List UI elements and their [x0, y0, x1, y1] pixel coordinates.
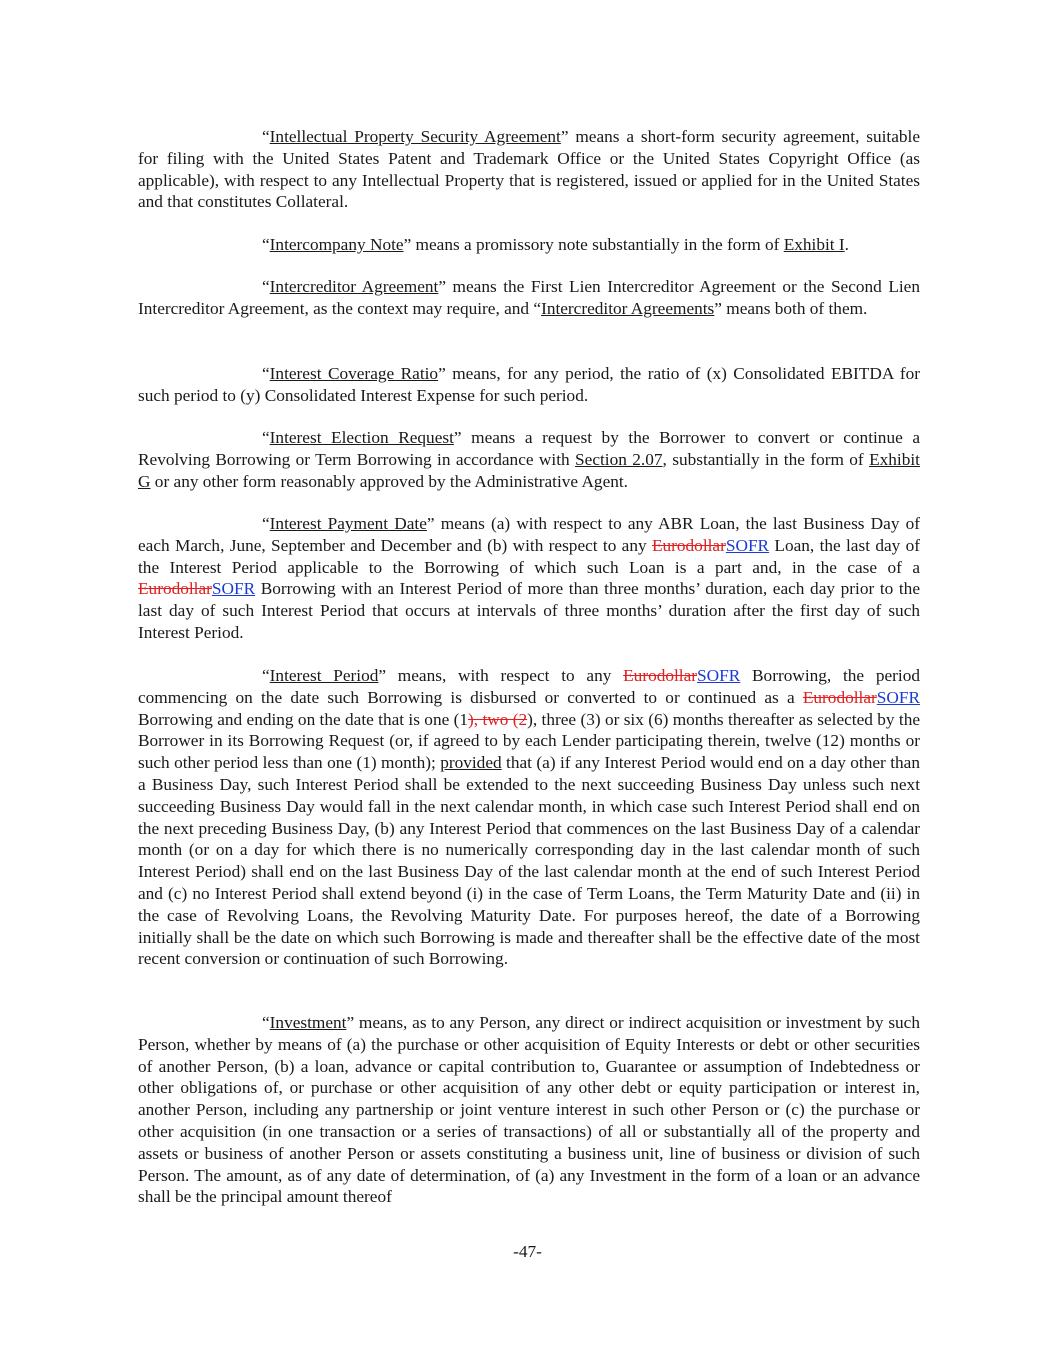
text-run: ” means both of them. — [714, 298, 868, 318]
text-run: Borrowing with an Interest Period of more than three months’ duration, each day prior to the last day of such Interest Period that occurs at intervals of three months’ duration after the first day of such Interest Period. — [138, 579, 920, 642]
definition-intercompany-note — [138, 234, 920, 256]
text-run: ” means the First Lien Intercreditor Agreement or the Second Lien Intercreditor Agreement, as the context may require, and “ — [138, 277, 920, 318]
definition-interest-payment-date — [138, 513, 920, 644]
defined-term: Intellectual Property Security Agreement — [269, 127, 561, 146]
inserted-text: SOFR — [725, 535, 770, 555]
text-run: “ — [262, 1013, 270, 1032]
defined-term: provided — [440, 753, 502, 773]
text-run: ” means, for any period, the ratio of (x) Consolidated EBITDA for such period to (y) Consolidated Interest Expense for such period. — [138, 364, 920, 405]
deleted-text: Eurodollar — [651, 535, 726, 555]
deleted-text: Eurodollar — [623, 666, 698, 685]
text-run: “ — [262, 277, 270, 296]
inserted-text: SOFR — [876, 687, 920, 707]
text-run: ” means a short-form security agreement, suitable for filing with the United States Patent and Trademark Office or the United States Copyright Office (as applicable), with respect to any Intellectual Property that is registered, issued or applied for in the United States and that constitutes Collateral. — [138, 127, 921, 212]
defined-term: Intercreditor Agreements — [541, 298, 715, 318]
deleted-text: Eurodollar — [138, 579, 212, 599]
text-run: “ — [262, 235, 270, 254]
text-run: “ — [262, 428, 270, 447]
text-run: . — [844, 235, 849, 254]
text-run: Borrowing, the period commencing on the date such Borrowing is disbursed or converted to or continued as a — [138, 666, 920, 707]
text-run: “ — [262, 514, 270, 533]
definition-interest-period — [138, 665, 920, 970]
deleted-text: ), two (2 — [468, 709, 528, 729]
defined-term: Interest Coverage Ratio — [269, 364, 439, 383]
page-number: -47- — [513, 1242, 542, 1261]
text-run: ), three (3) or six (6) months thereafter as selected by the Borrower in its Borrowing Request (or, if agreed to by each Lender participating therein, twelve (12) months or such other period less than one (1) month); — [138, 709, 920, 773]
text-run: ” means, with respect to any — [378, 666, 624, 685]
defined-term: Exhibit I — [783, 235, 845, 254]
definition-intercreditor-agreement — [138, 276, 920, 320]
definition-interest-election-request — [138, 427, 920, 492]
definition-interest-coverage-ratio — [138, 363, 920, 407]
defined-term: Interest Election Request — [269, 428, 454, 447]
defined-term: Intercompany Note — [269, 235, 404, 254]
text-run: Loan, the last day of the Interest Period applicable to the Borrowing of which such Loan is a part and, in the case of a — [138, 535, 920, 577]
text-run: that (a) if any Interest Period would end on a day other than a Business Day, such Interest Period shall be extended to the next succeeding Business Day unless such next succeeding Business Day would fall in the next calendar month, in which case such Interest Period shall end on the next preceding Business Day, (b) any Interest Period that commences on the last Business Day of a calendar month (or on a day for which there is no numerically corresponding day in the last calendar month of such Interest Period) shall end on the last Business Day of the last calendar month at the end of such Interest Period and (c) no Interest Period shall extend beyond (i) in the case of Term Loans, the Term Maturity Date and (ii) in the case of Revolving Loans, the Revolving Maturity Date. For purposes hereof, the date of a Borrowing initially shall be the date on which such Borrowing is made and thereafter shall be the effective date of the most recent conversion or continuation of such Borrowing. — [138, 753, 920, 969]
text-run: ” means, as to any Person, any direct or indirect acquisition or investment by such Person, whether by means of (a) the purchase or other acquisition of Equity Interests or debt or other securities of another Person, (b) a loan, advance or capital contribution to, Guarantee or assumption of Indebtedness or other obligations of, or purchase or other acquisition of any other debt or equity participation or interest in, another Person, including any partnership or joint venture interest in such other Person or (c) the purchase or other acquisition (in one transaction or a series of transactions) of all or substantially all of the property and assets or business of another Person or assets constituting a business unit, line of business or division of such Person. The amount, as of any date of determination, of (a) any Investment in the form of a loan or an advance shall be the principal amount thereof — [138, 1013, 920, 1207]
defined-term: Section 2.07 — [575, 449, 663, 469]
text-run: , substantially in the form of — [662, 449, 870, 469]
text-run: Borrowing and ending on the date that is one (1 — [138, 709, 469, 729]
text-run: ” means (a) with respect to any ABR Loan, the last Business Day of each March, June, September and December and (b) with respect to any — [138, 514, 920, 555]
defined-term: Exhibit G — [138, 449, 920, 491]
text-run: ” means a request by the Borrower to convert or continue a Revolving Borrowing or Term Borrowing in accordance with — [138, 428, 920, 469]
inserted-text: SOFR — [697, 666, 741, 685]
definition-investment — [138, 1012, 920, 1208]
deleted-text: Eurodollar — [802, 687, 877, 707]
text-run: “ — [262, 127, 270, 146]
defined-term: Interest Period — [269, 666, 379, 685]
defined-term: Interest Payment Date — [269, 514, 427, 533]
text-run: ” means a promissory note substantially in the form of — [403, 235, 784, 254]
text-run: “ — [262, 666, 270, 685]
defined-term: Investment — [269, 1013, 347, 1032]
text-run: or any other form reasonably approved by the Administrative Agent. — [150, 471, 628, 491]
definition-intellectual-property-security-agreement — [138, 126, 920, 213]
defined-term: Intercreditor Agreement — [269, 277, 439, 296]
inserted-text: SOFR — [211, 579, 256, 599]
text-run: “ — [262, 364, 270, 383]
